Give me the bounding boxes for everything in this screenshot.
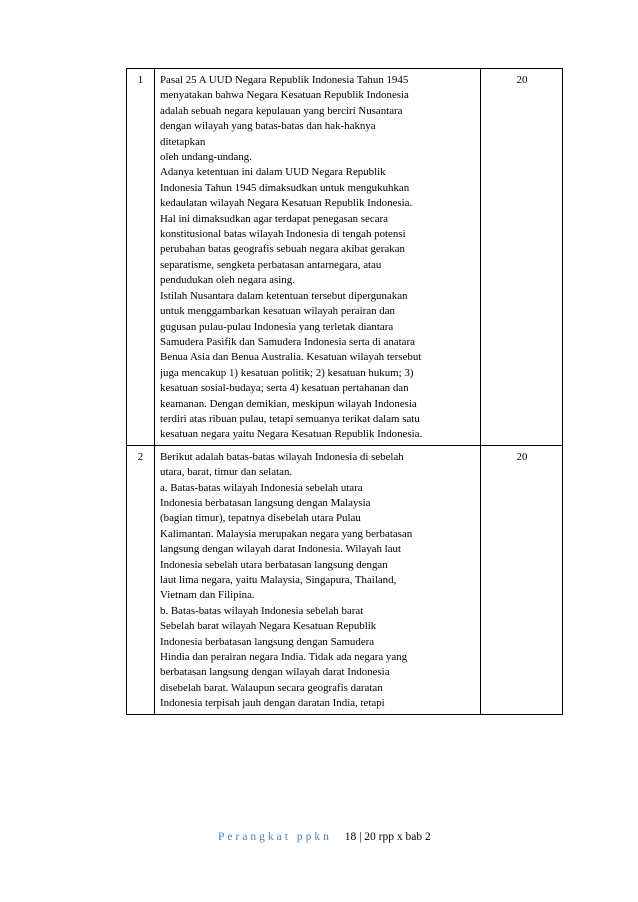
row-score: 20 [481,69,563,446]
footer-brand: Perangkat ppkn [218,831,332,843]
content-line: Samudera Pasifik dan Samudera Indonesia serta di anatara [160,335,415,348]
content-line: untuk menggambarkan kesatuan wilayah perairan dan [160,305,395,318]
content-line: Indonesia terpisah jauh dengan daratan India, tetapi [160,697,385,710]
content-table [126,68,563,715]
content-line: kesatuan negara yaitu Negara Kesatuan Republik Indonesia. [160,428,423,441]
content-line: Berikut adalah batas-batas wilayah Indonesia di sebelah [160,450,404,463]
content-line: Benua Asia dan Benua Australia. Kesatuan wilayah tersebut [160,351,422,364]
content-line: konstitusional batas wilayah Indonesia di tengah potensi [160,228,406,241]
content-line: pendudukan oleh negara asing. [160,274,295,287]
content-line: juga mencakup 1) kesatuan politik; 2) kesatuan hukum; 3) [160,366,414,379]
content-line: Sebelah barat wilayah Negara Kesatuan Republik [160,620,377,633]
content-line: Hindia dan perairan negara India. Tidak ada negara yang [160,651,408,664]
content-line: Adanya ketentuan ini dalam UUD Negara Republik [160,166,386,179]
content-line: laut lima negara, yaitu Malaysia, Singapura, Thailand, [160,574,397,586]
content-line: keamanan. Dengan demikian, meskipun wilayah Indonesia [160,397,417,410]
content-line: ditetapkan [160,135,206,148]
row-content [155,69,481,446]
content-line: Pasal 25 A UUD Negara Republik Indonesia Tahun 1945 [160,74,409,86]
content-line: kedaulatan wilayah Negara Kesatuan Republik Indonesia. [160,197,413,210]
footer-page-number: 18 | 20 rpp x bab 2 [344,831,431,843]
content-line: oleh undang-undang. [160,151,252,164]
content-line: a. Batas-batas wilayah Indonesia sebelah utara [160,481,363,494]
content-line: b. Batas-batas wilayah Indonesia sebelah barat [160,604,364,617]
content-line: disebelah barat. Walaupun secara geografis daratan [160,681,383,694]
content-line: Indonesia berbatasan langsung dengan Malaysia [160,496,371,509]
content-line: (bagian timur), tepatnya disebelah utara Pulau [160,512,361,525]
row-content [155,445,481,714]
page-footer [218,831,431,843]
content-line: berbatasan langsung dengan wilayah darat Indonesia [160,666,390,679]
table-row [127,445,563,714]
row-number: 2 [127,445,155,714]
content-line: Indonesia sebelah utara berbatasan langsung dengan [160,558,388,571]
content-line: Vietnam dan Filipina. [160,589,255,602]
table-row [127,69,563,446]
content-line: Kalimantan. Malaysia merupakan negara yang berbatasan [160,527,413,540]
content-line: terdiri atas ribuan pulau, tetapi semuanya terikat dalam satu [160,412,420,425]
row-score: 20 [481,445,563,714]
content-line: perubahan batas geografis sebuah negara akibat gerakan [160,243,405,256]
content-line: adalah sebuah negara kepulauan yang berciri Nusantara [160,104,403,117]
content-line: utara, barat, timur dan selatan. [160,466,293,479]
row-number: 1 [127,69,155,446]
content-line: separatisme, sengketa perbatasan antarnegara, atau [160,258,382,271]
content-line: dengan wilayah yang batas-batas dan hak-haknya [160,120,376,133]
content-line: Hal ini dimaksudkan agar terdapat penegasan secara [160,212,388,225]
content-line: Istilah Nusantara dalam ketentuan tersebut dipergunakan [160,289,408,302]
content-line: gugusan pulau-pulau Indonesia yang terletak diantara [160,320,394,333]
content-line: kesatuan sosial-budaya; serta 4) kesatuan pertahanan dan [160,382,409,395]
content-line: Indonesia berbatasan langsung dengan Samudera [160,635,375,648]
content-line: menyatakan bahwa Negara Kesatuan Republik Indonesia [160,89,409,102]
content-line: langsung dengan wilayah darat Indonesia. Wilayah laut [160,543,401,556]
content-line: Indonesia Tahun 1945 dimaksudkan untuk mengukuhkan [160,181,410,194]
